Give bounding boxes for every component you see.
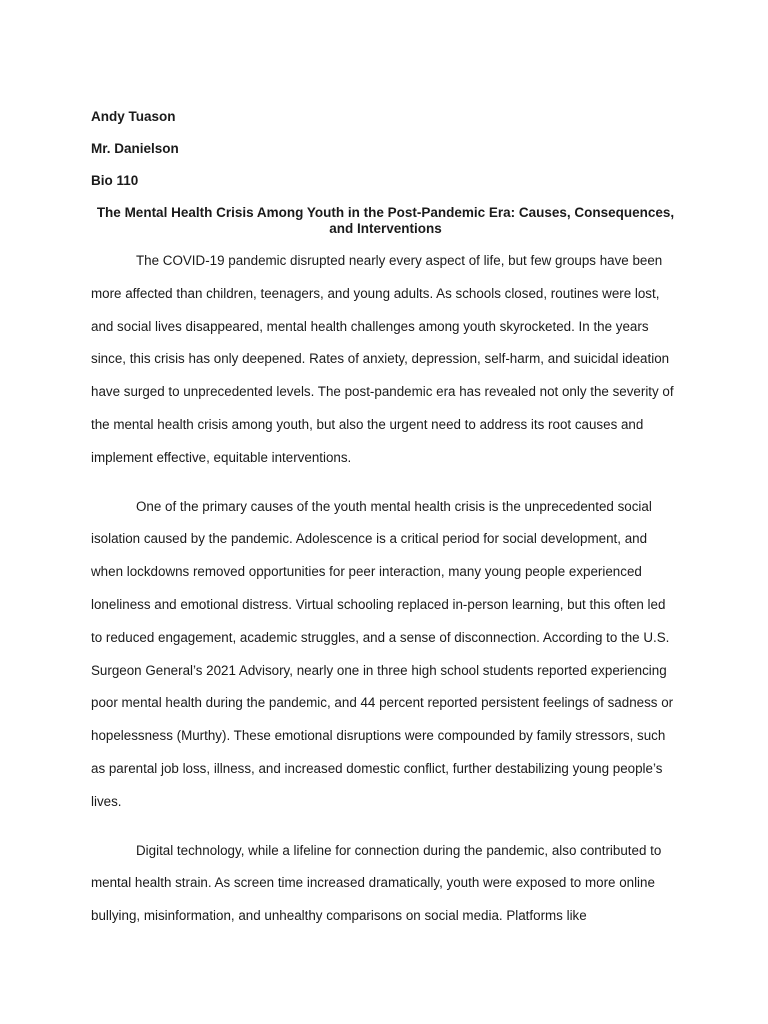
essay-title: The Mental Health Crisis Among Youth in the Post-Pandemic Era: Causes, Consequences, and Interventions bbox=[96, 205, 675, 236]
paragraph-3: Digital technology, while a lifeline for connection during the pandemic, also contributed to mental health strain. As screen time increased dramatically, youth were exposed to more online bullying, misinformation, and unhealthy comparisons on social media. Platforms like bbox=[91, 842, 662, 924]
course-name: Bio 110 bbox=[91, 173, 139, 188]
teacher-name: Mr. Danielson bbox=[91, 141, 179, 156]
author-name: Andy Tuason bbox=[91, 109, 176, 124]
paragraph-2: One of the primary causes of the youth mental health crisis is the unprecedented social isolation caused by the pandemic. Adolescence is a critical period for social development, and when lockdowns removed opportunities for peer interaction, many young people experienced loneliness and emotional distress. Virtual schooling replaced in-person learning, but this often led to reduced engagement, academic struggles, and a sense of disconnection. According to the U.S. Surgeon General’s 2021 Advisory, nearly one in three high school students reported experiencing poor mental health during the pandemic, and 44 percent reported persistent feelings of sadness or hopelessness (Murthy). These emotional disruptions were compounded by family stressors, such as parental job loss, illness, and increased domestic conflict, further destabilizing young people’s lives. bbox=[91, 498, 674, 809]
paragraph-1: The COVID-19 pandemic disrupted nearly every aspect of life, but few groups have been more affected than children, teenagers, and young adults. As schools closed, routines were lost, and social lives disappeared, mental health challenges among youth skyrocketed. In the years since, this crisis has only deepened. Rates of anxiety, depression, self-harm, and suicidal ideation have surged to unprecedented levels. The post-pandemic era has revealed not only the severity of the mental health crisis among youth, but also the urgent need to address its root causes and implement effective, equitable interventions. bbox=[91, 253, 674, 465]
